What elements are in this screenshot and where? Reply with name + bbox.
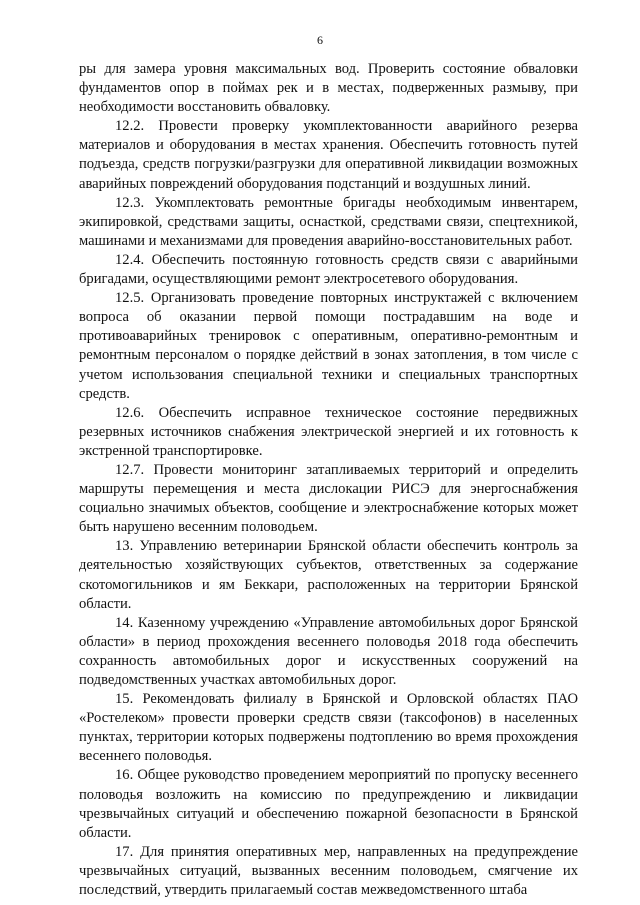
paragraph-15: 15. Рекомендовать филиалу в Брянской и Орловской областях ПАО «Ростелеком» провести проверки средств связи (таксофонов) в населенных пунктах, территории которых подвержены подтоплению во время прохождения весеннего половодья. <box>79 691 578 765</box>
paragraph-12-2: 12.2. Провести проверку укомплектованности аварийного резерва материалов и оборудования в местах хранения. Обеспечить готовность путей подъезда, средств погрузки/разгрузки для оперативной ликвидации возможных аварийных повреждений оборудования подстанций и воздушных линий. <box>79 118 578 192</box>
paragraph-16: 16. Общее руководство проведением мероприятий по пропуску весеннего половодья возложить на комиссию по предупреждению и ликвидации чрезвычайных ситуаций и обеспечению пожарной безопасности в Брянской области. <box>79 767 578 841</box>
paragraph-13: 13. Управлению ветеринарии Брянской области обеспечить контроль за деятельностью хозяйствующих субъектов, ответственных за содержание скотомогильников и ям Беккари, расположенных на территории Брянской области. <box>79 538 578 612</box>
page-number: 6 <box>317 33 323 47</box>
paragraph-12-4: 12.4. Обеспечить постоянную готовность средств связи с аварийными бригадами, осуществляющими ремонт электросетевого оборудования. <box>79 251 578 288</box>
document-body <box>79 60 578 900</box>
paragraph-12-7: 12.7. Провести мониторинг затапливаемых территорий и определить маршруты перемещения и места дислокации РИСЭ для энергоснабжения социально значимых объектов, сообщение и электроснабжение которых может быть нарушено весенним половодьем. <box>79 461 578 536</box>
paragraph-continuation: ры для замера уровня максимальных вод. Проверить состояние обваловки фундаментов опор в поймах рек и в местах, подверженных размыву, при необходимости восстановить обваловку. <box>79 61 578 116</box>
paragraph-12-6: 12.6. Обеспечить исправное техническое состояние передвижных резервных источников снабжения электрической энергией и их готовность к экстренной транспортировке. <box>79 404 578 459</box>
paragraph-14: 14. Казенному учреждению «Управление автомобильных дорог Брянской области» в период прохождения весеннего половодья 2018 года обеспечить сохранность автомобильных дорог и искусственных сооружений на подведомственных участках автомобильных дорог. <box>79 614 578 688</box>
paragraph-17: 17. Для принятия оперативных мер, направленных на предупреждение чрезвычайных ситуаций, вызванных весенним половодьем, смягчение их последствий, утвердить прилагаемый состав межведомственного штаба <box>79 843 578 899</box>
paragraph-12-3: 12.3. Укомплектовать ремонтные бригады необходимым инвентарем, экипировкой, средствами защиты, оснасткой, средствами связи, спецтехникой, машинами и механизмами для проведения аварийно-восстановительных работ. <box>79 194 578 249</box>
paragraph-12-5: 12.5. Организовать проведение повторных инструктажей с включением вопроса об оказании первой помощи пострадавшим на воде и противоаварийных тренировок с оперативным, оперативно-ремонтным и ремонтным персоналом о порядке действий в зонах затопления, в том числе с учетом использования специальной техники и специальных транспортных средств. <box>79 290 578 402</box>
